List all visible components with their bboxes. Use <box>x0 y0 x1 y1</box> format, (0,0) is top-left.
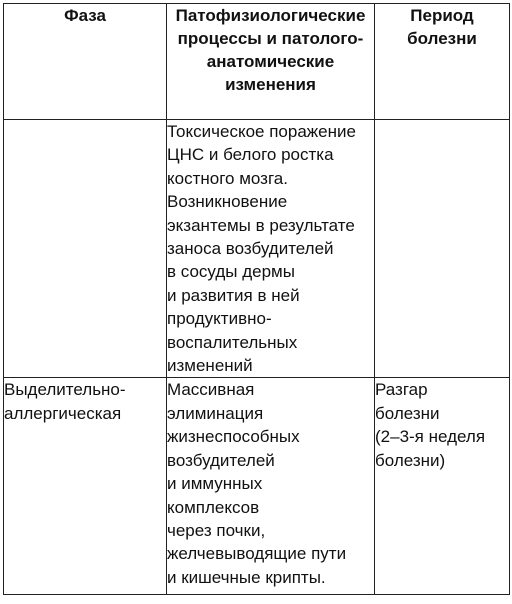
header-phase: Фаза <box>4 4 167 120</box>
header-processes: Патофизиологические процессы и патолого-анатомические изменения <box>167 4 375 120</box>
cell-processes: Массивная элиминация жизнеспособных возбудителей и иммунных комплексов через почки, желчевыводящие пути и кишечные крипты. <box>167 378 375 595</box>
table-row <box>4 120 510 378</box>
cell-processes: Токсическое поражение ЦНС и белого ростка костного мозга. Возникновение экзантемы в результате заноса возбудителей в сосуды дермы и развития в ней продуктивно- воспалительных изменений <box>167 120 375 378</box>
table-row <box>4 378 510 595</box>
cell-phase: Выделительно- аллергическая <box>4 378 167 595</box>
phase-table <box>3 3 510 595</box>
cell-period: Разгар болезни (2–3-я неделя болезни) <box>375 378 510 595</box>
table-header-row <box>4 4 510 120</box>
header-period: Период болезни <box>375 4 510 120</box>
cell-phase <box>4 120 167 378</box>
cell-period <box>375 120 510 378</box>
